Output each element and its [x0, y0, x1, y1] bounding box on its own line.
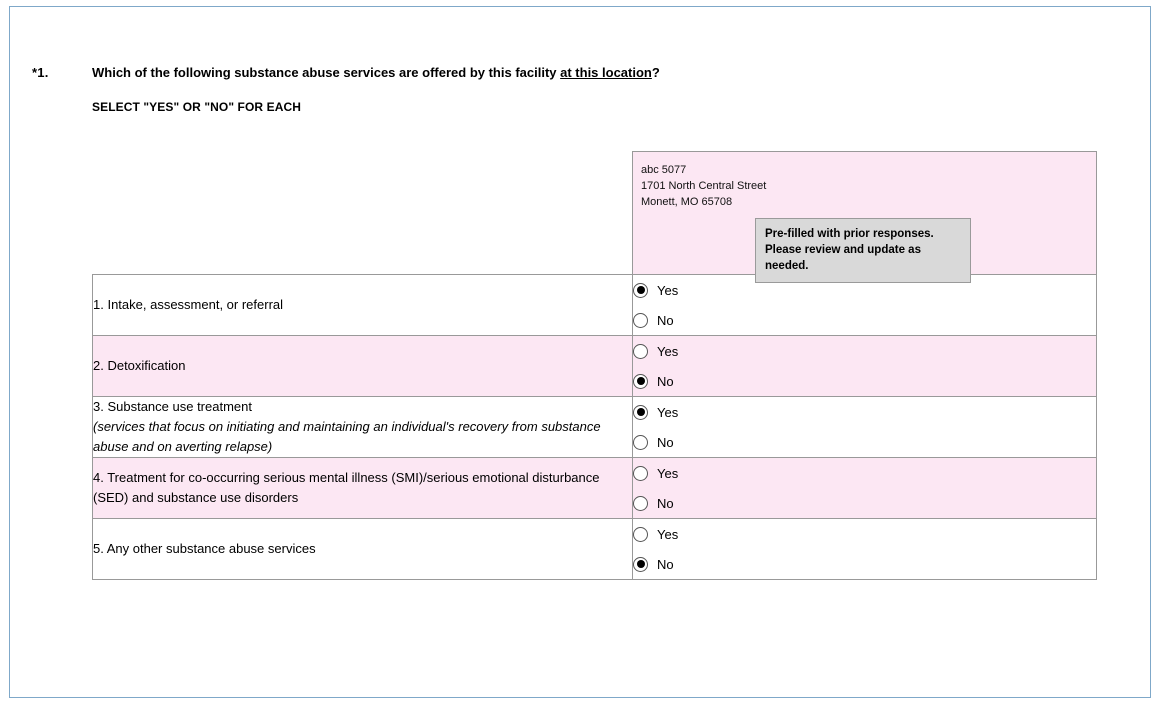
radio-no-label: No — [657, 434, 674, 450]
question-instruction: SELECT "YES" OR "NO" FOR EACH — [92, 100, 302, 114]
service-response-cell — [633, 336, 1097, 397]
question-number: *1. — [32, 65, 49, 80]
radio-no-icon[interactable] — [633, 496, 648, 511]
service-label: 3. Substance use treatment — [93, 399, 252, 414]
question-text — [92, 65, 660, 80]
radio-yes-icon[interactable] — [633, 466, 648, 481]
radio-yes-label: Yes — [657, 282, 679, 298]
radio-option-yes[interactable] — [633, 458, 1096, 488]
facility-street: 1701 North Central Street — [641, 180, 767, 192]
services-grid — [92, 151, 1097, 580]
facility-header-cell — [633, 152, 1097, 275]
radio-option-no[interactable] — [633, 427, 1096, 457]
radio-yes-icon[interactable] — [633, 405, 648, 420]
facility-city-state-zip: Monett, MO 65708 — [641, 196, 733, 208]
form-page-frame — [9, 6, 1151, 698]
radio-yes-label: Yes — [657, 465, 679, 481]
radio-option-no[interactable] — [633, 549, 1096, 579]
question-text-part1: Which of the following substance abuse services are offered by this facility — [92, 65, 561, 80]
facility-name: abc 5077 — [641, 164, 687, 176]
radio-no-label: No — [657, 495, 674, 511]
radio-yes-icon[interactable] — [633, 283, 648, 298]
service-label-cell — [93, 458, 633, 519]
table-row — [93, 397, 1097, 458]
service-label-cell — [93, 336, 633, 397]
table-row — [93, 458, 1097, 519]
service-label: 2. Detoxification — [93, 358, 186, 373]
radio-option-yes[interactable] — [633, 336, 1096, 366]
service-label: 5. Any other substance abuse services — [93, 541, 316, 556]
radio-yes-icon[interactable] — [633, 527, 648, 542]
table-row — [93, 519, 1097, 580]
radio-no-icon[interactable] — [633, 313, 648, 328]
grid-header-row — [93, 152, 1097, 275]
radio-option-no[interactable] — [633, 305, 1096, 335]
question-text-part2: ? — [651, 65, 660, 80]
radio-yes-label: Yes — [657, 526, 679, 542]
table-row — [93, 275, 1097, 336]
prefill-note — [755, 218, 971, 283]
radio-no-label: No — [657, 556, 674, 572]
service-response-cell — [633, 458, 1097, 519]
prefill-note-line-1: Pre-filled with prior responses. — [765, 228, 934, 240]
service-response-cell — [633, 397, 1097, 458]
service-label-cell — [93, 397, 633, 458]
radio-no-label: No — [657, 312, 674, 328]
radio-option-no[interactable] — [633, 488, 1096, 518]
service-label-cell — [93, 275, 633, 336]
radio-option-yes[interactable] — [633, 519, 1096, 549]
radio-no-icon[interactable] — [633, 374, 648, 389]
radio-no-label: No — [657, 373, 674, 389]
radio-yes-label: Yes — [657, 404, 679, 420]
radio-no-icon[interactable] — [633, 557, 648, 572]
service-label: 1. Intake, assessment, or referral — [93, 297, 284, 312]
prefill-note-line-2: Please review and update as needed. — [765, 244, 921, 272]
radio-option-yes[interactable] — [633, 397, 1096, 427]
service-label: 4. Treatment for co-occurring serious mental illness (SMI)/serious emotional disturbance (SED) and substance use disorders — [93, 470, 600, 505]
grid-header-blank-cell — [93, 152, 633, 275]
service-label-cell — [93, 519, 633, 580]
radio-yes-label: Yes — [657, 343, 679, 359]
radio-yes-icon[interactable] — [633, 344, 648, 359]
service-sublabel: (services that focus on initiating and maintaining an individual's recovery from substance abuse and on averting relapse) — [93, 419, 601, 454]
radio-option-no[interactable] — [633, 366, 1096, 396]
facility-address — [641, 162, 766, 210]
service-response-cell — [633, 275, 1097, 336]
radio-no-icon[interactable] — [633, 435, 648, 450]
question-text-underlined: at this location — [560, 65, 652, 80]
service-response-cell — [633, 519, 1097, 580]
table-row — [93, 336, 1097, 397]
